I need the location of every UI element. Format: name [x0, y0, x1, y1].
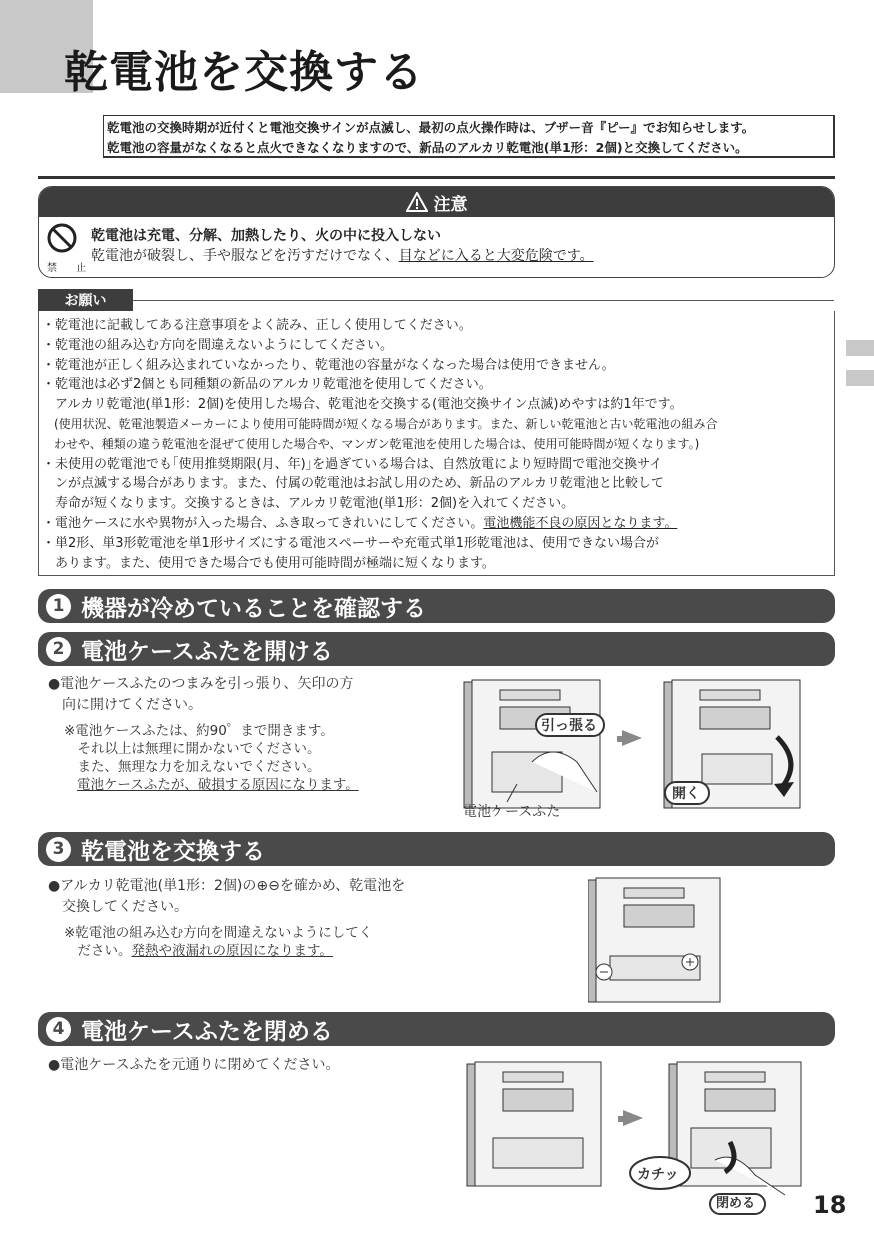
- step-4-body: ●電池ケースふたを元通りに閉めてください。: [48, 1057, 340, 1073]
- pull-label: 引っ張る: [541, 718, 597, 734]
- step-3-note-line-1: ※乾電池の組み込む方向を間違えないようにしてく: [64, 925, 373, 941]
- intro-box: [103, 115, 835, 158]
- list-item: ・単2形、単3形乾電池を単1形サイズにする電池スペーサーや充電式単1形乾電池は、使用できない場合が: [42, 535, 660, 551]
- step-4-illustration: [465, 1052, 805, 1217]
- step-number: 3: [46, 837, 71, 862]
- step-3-illustration: [588, 872, 723, 1004]
- caution-header: [39, 187, 834, 217]
- list-item-text: ・電池ケースに水や異物が入った場合、ふき取ってきれいにしてください。: [42, 515, 484, 531]
- step-title: 乾電池を交換する: [81, 838, 265, 865]
- request-rule: [133, 300, 834, 301]
- step-3-body-line-1: ●アルカリ乾電池(単1形：2個)の⊕⊖を確かめ、乾電池を: [48, 878, 406, 894]
- step-1-header: [38, 589, 835, 623]
- side-tab: [846, 340, 874, 356]
- step-3-header: [38, 832, 835, 866]
- intro-line-1: 乾電池の交換時期が近付くと電池交換サインが点滅し、最初の点火操作時は、ブザー音『ピー』でお知らせします。: [107, 120, 755, 135]
- step-title: 電池ケースふたを開ける: [81, 638, 333, 665]
- list-item: ンが点滅する場合があります。また、付属の乾電池はお試し用のため、新品のアルカリ乾電池と比較して: [42, 476, 664, 492]
- step-2-note-line-2: それ以上は無理に開かないでください。: [64, 741, 321, 757]
- caution-text: [91, 245, 594, 265]
- cover-label: 電池ケースふた: [463, 804, 561, 820]
- step-3-note: [64, 924, 372, 960]
- step-2-body-line-2: 向に開けてください。: [48, 697, 202, 713]
- caution-box: [38, 186, 835, 278]
- list-item: ・未使用の乾電池でも｢使用推奨期限(月、年)｣を過ぎている場合は、自然放電により短時間で電池交換サイ: [42, 456, 663, 472]
- request-list: [42, 316, 830, 573]
- click-label: カチッ: [637, 1167, 679, 1183]
- warning-icon: [406, 192, 428, 212]
- list-item: あります。また、使用できた場合でも使用可能時間が極端に短くなります。: [42, 555, 495, 571]
- step-4-header: [38, 1012, 835, 1046]
- list-item: ・乾電池が正しく組み込まれていなかったり、乾電池の容量がなくなった場合は使用できません。: [42, 357, 615, 373]
- list-item-underline: 電池機能不良の原因となります。: [483, 515, 678, 531]
- step-3-note-line-2a: ださい。: [64, 943, 132, 959]
- step-2-note-line-4: 電池ケースふたが、破損する原因になります。: [77, 777, 359, 793]
- caution-title: 注意: [433, 194, 468, 215]
- step-2-body-line-1: ●電池ケースふたのつまみを引っ張り、矢印の方: [48, 676, 354, 692]
- list-item: アルカリ乾電池(単1形：2個)を使用した場合、乾電池を交換する(電池交換サイン点滅)めやすは約1年です。: [42, 397, 683, 413]
- step-title: 電池ケースふたを閉める: [81, 1018, 333, 1045]
- request-tag: お願い: [38, 289, 133, 311]
- separator: [38, 176, 835, 179]
- caution-heading: 乾電池は充電、分解、加熱したり、火の中に投入しない: [91, 228, 441, 244]
- step-2-note: [64, 722, 359, 794]
- page-title: 乾電池を交換する: [64, 47, 424, 98]
- close-label: 閉める: [716, 1196, 756, 1211]
- prohibited-icon: [47, 223, 77, 253]
- step-2-note-line-3: また、無理な力を加えないでください。: [64, 759, 321, 775]
- intro-line-2: 乾電池の容量がなくなると点火できなくなりますので、新品のアルカリ乾電池(単1形：2個)と交換してください。: [107, 140, 748, 155]
- list-item: ・乾電池に記載してある注意事項をよく読み、正しく使用してください。: [42, 318, 472, 333]
- step-2-body: [48, 674, 354, 716]
- step-number: 4: [46, 1017, 71, 1042]
- caution-text-plain: 乾電池が破裂し、手や服などを汚すだけでなく、: [91, 248, 399, 264]
- step-title: 機器が冷めていることを確認する: [81, 595, 426, 622]
- page-number: 18: [813, 1191, 847, 1219]
- list-item: ・乾電池の組み込む方向を間違えないようにしてください。: [42, 337, 394, 353]
- list-item: (使用状況、乾電池製造メーカーにより使用可能時間が短くなる場合があります。また、新しい乾電池と古い乾電池の組み合: [42, 416, 718, 431]
- list-item: 寿命が短くなります。交換するときは、アルカリ乾電池(単1形：2個)を入れてください。: [42, 496, 575, 512]
- step-2-note-line-1: ※電池ケースふたは、約90゜まで開きます。: [64, 723, 334, 739]
- open-label: 開く: [672, 786, 700, 802]
- list-item: ・乾電池は必ず2個とも同種類の新品のアルカリ乾電池を使用してください。: [42, 377, 492, 393]
- caution-text-underline: 目などに入ると大変危険です。: [398, 248, 594, 264]
- step-2-illustration: [462, 672, 802, 822]
- list-item: わせや、種類の違う乾電池を混ぜて使用した場合や、マンガン乾電池を使用した場合は、使用可能時間が短くなります。): [42, 436, 700, 451]
- step-3-body-line-2: 交換してください。: [48, 899, 188, 915]
- step-2-header: [38, 632, 835, 666]
- prohibited-label: 禁 止: [47, 263, 95, 274]
- step-3-note-line-2b: 発熱や液漏れの原因になります。: [131, 943, 333, 959]
- side-tab: [846, 370, 874, 386]
- list-item: [42, 514, 830, 534]
- step-3-body: [48, 876, 405, 918]
- step-number: 2: [46, 637, 71, 662]
- step-number: 1: [46, 594, 71, 619]
